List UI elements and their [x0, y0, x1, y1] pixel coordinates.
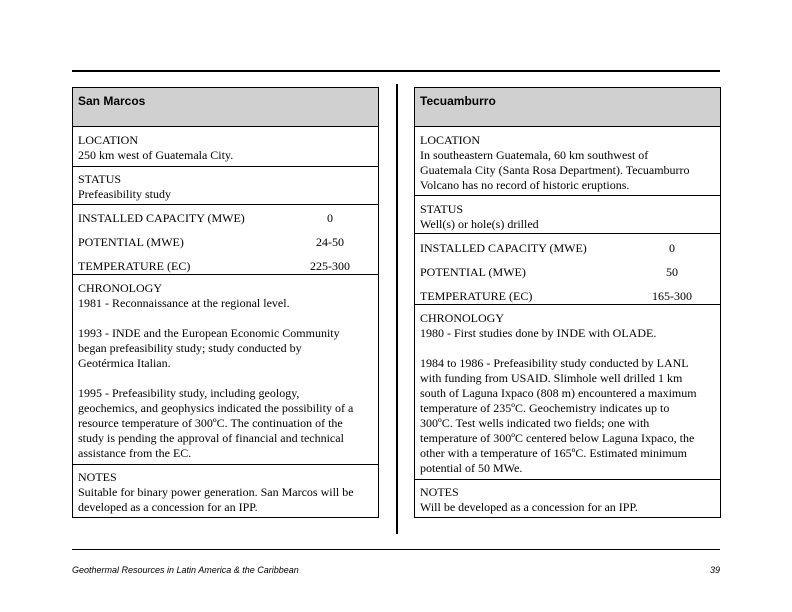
chronology-label: CHRONOLOGY — [78, 281, 162, 295]
panel-title: Tecuamburro — [420, 94, 496, 108]
location-label: LOCATION — [78, 133, 138, 147]
chronology-line: Geotérmica Italian. — [78, 356, 171, 370]
chronology-line: with funding from USAID. Slimhole well drilled 1 km — [420, 371, 683, 385]
chronology-line: geochemics, and geophysics indicated the possibility of a — [78, 401, 354, 415]
footer-title: Geothermal Resources in Latin America & the Caribbean — [72, 565, 299, 575]
notes-line: Suitable for binary power generation. San Marcos will be — [78, 485, 354, 499]
temperature-label: TEMPERATURE (EC) — [78, 259, 191, 273]
location-line: Guatemala City (Santa Rosa Department). Tecuamburro — [420, 163, 690, 177]
chronology-line: 1984 to 1986 - Prefeasibility study conducted by LANL — [420, 356, 689, 370]
panel-header — [73, 88, 378, 127]
chronology-line: assistance from the EC. — [78, 446, 192, 460]
installed-capacity-value: 0 — [327, 211, 333, 225]
location-line: In southeastern Guatemala, 60 km southwest of — [420, 148, 649, 162]
divider — [73, 274, 378, 275]
divider — [415, 479, 720, 480]
chronology-line: temperature of 235ºC. Geochemistry indicates up to — [420, 401, 670, 415]
installed-capacity-value: 0 — [669, 241, 675, 255]
notes-line: developed as a concession for an IPP. — [78, 500, 258, 514]
status-value: Well(s) or hole(s) drilled — [420, 217, 539, 231]
notes-line: Will be developed as a concession for an IPP. — [420, 500, 638, 514]
chronology-line: resource temperature of 300ºC. The continuation of the — [78, 416, 343, 430]
chronology-line: study is pending the approval of financial and technical — [78, 431, 344, 445]
divider — [415, 195, 720, 196]
status-value: Prefeasibility study — [78, 187, 171, 201]
bottom-rule — [72, 549, 720, 550]
divider — [73, 464, 378, 465]
temperature-label: TEMPERATURE (EC) — [420, 289, 533, 303]
location-line: Volcano has no record of historic eruptions. — [420, 178, 630, 192]
page-number: 39 — [709, 565, 720, 575]
top-rule — [72, 70, 720, 72]
panel-header — [415, 88, 720, 127]
potential-label: POTENTIAL (MWE) — [78, 235, 184, 249]
potential-label: POTENTIAL (MWE) — [420, 265, 526, 279]
chronology-line: 1993 - INDE and the European Economic Community — [78, 326, 340, 340]
chronology-line: 1981 - Reconnaissance at the regional level. — [78, 296, 290, 310]
status-label: STATUS — [420, 202, 464, 216]
location-line: 250 km west of Guatemala City. — [78, 148, 234, 162]
panel-title: San Marcos — [78, 94, 146, 108]
chronology-line: temperature of 300ºC centered below Laguna Ixpaco, the — [420, 431, 695, 445]
center-divider — [396, 84, 398, 534]
notes-label: NOTES — [420, 485, 459, 499]
chronology-line: potential of 50 MWe. — [420, 461, 523, 475]
chronology-line: 1995 - Prefeasibility study, including geology, — [78, 386, 300, 400]
temperature-value: 165-300 — [652, 289, 692, 303]
chronology-line: began prefeasibility study; study conducted by — [78, 341, 302, 355]
chronology-line: south of Laguna Ixpaco (808 m) encountered a maximum — [420, 386, 697, 400]
divider — [73, 204, 378, 205]
chronology-line: other with a temperature of 165ºC. Estimated minimum — [420, 446, 687, 460]
tecuamburro-panel — [414, 87, 721, 518]
temperature-value: 225-300 — [310, 259, 350, 273]
san-marcos-panel — [72, 87, 379, 518]
potential-value: 50 — [666, 265, 678, 279]
installed-capacity-label: INSTALLED CAPACITY (MWE) — [78, 211, 245, 225]
divider — [73, 166, 378, 167]
chronology-line: 1980 - First studies done by INDE with OLADE. — [420, 326, 657, 340]
status-label: STATUS — [78, 172, 122, 186]
potential-value: 24-50 — [316, 235, 344, 249]
chronology-line: 300ºC. Test wells indicated two fields; one with — [420, 416, 650, 430]
installed-capacity-label: INSTALLED CAPACITY (MWE) — [420, 241, 587, 255]
chronology-label: CHRONOLOGY — [420, 311, 504, 325]
location-label: LOCATION — [420, 133, 480, 147]
notes-label: NOTES — [78, 470, 117, 484]
divider — [415, 304, 720, 305]
divider — [415, 233, 720, 234]
